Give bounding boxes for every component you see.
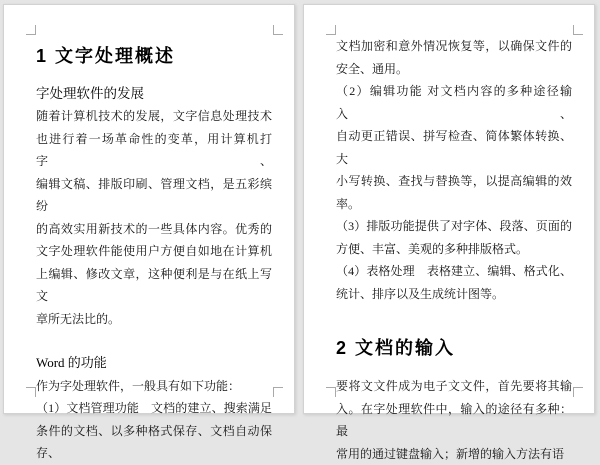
page-2-text-area[interactable] [336,35,572,389]
text-line: 作为字处理软件，一般具有如下功能： [36,375,272,398]
text-line: 编辑文稿、排版印刷、管理文档，是五彩缤纷 [36,173,272,218]
text-line: 随着计算机技术的发展，文字信息处理技术 [36,105,272,128]
body-paragraph [336,260,572,305]
text-line: 要将文文件成为电子文文件，首先要将其输 [336,375,572,398]
crop-mark-bottom-left [326,387,336,397]
document-page-1[interactable] [3,4,295,414]
text-line: 小写转换、查找与替换等，以提高编辑的效率。 [336,170,572,215]
crop-mark-top-right [573,25,583,35]
heading-1: 1 文字处理概述 [36,43,272,69]
text-line: 也进行着一场革命性的变革，用计算机打字、 [36,128,272,173]
text-line: 常用的通过键盘输入；新增的输入方法有语 [336,443,572,465]
crop-mark-bottom-left [26,387,36,397]
crop-mark-bottom-right [573,387,583,397]
text-line: 方便、丰富、美观的多种排版格式。 [336,238,572,261]
text-line: 安全、通用。 [336,58,572,81]
crop-mark-top-left [326,25,336,35]
text-line: （4）表格处理 表格建立、编辑、格式化、 [336,260,572,283]
text-line: 统计、排序以及生成统计图等。 [336,283,572,306]
text-line: 条件的文档、以多种格式保存、文档自动保存、 [36,420,272,465]
crop-mark-bottom-right [273,387,283,397]
document-page-2[interactable] [303,4,595,414]
body-paragraph [336,80,572,215]
body-paragraph [336,375,572,465]
text-line: 的高效实用新技术的一些具体内容。优秀的 [36,218,272,241]
heading-1: 2 文档的输入 [336,335,572,361]
sub-heading: Word 的功能 [36,352,272,375]
crop-mark-top-right [273,25,283,35]
text-line: 文字处理软件能使用户方便自如地在计算机 [36,240,272,263]
sub-heading: 字处理软件的发展 [36,83,272,105]
text-line: 章所无法比的。 [36,308,272,331]
body-paragraph [36,375,272,398]
body-paragraph [36,397,272,465]
body-paragraph [336,215,572,260]
body-paragraph [36,105,272,330]
text-line: （2）编辑功能 对文档内容的多种途径输入、 [336,80,572,125]
text-line: （1）文档管理功能 文档的建立、搜索满足 [36,397,272,420]
text-line: （3）排版功能提供了对字体、段落、页面的 [336,215,572,238]
text-line: 入。在字处理软件中，输入的途径有多种：最 [336,398,572,443]
page-1-text-area[interactable] [36,35,272,389]
text-line: 文档加密和意外情况恢复等，以确保文件的 [336,35,572,58]
text-line: 上编辑、修改文章，这种便利是与在纸上写文 [36,263,272,308]
body-paragraph [336,35,572,80]
paragraph-spacer [36,330,272,352]
text-line: 自动更正错误、拼写检查、简体繁体转换、大 [336,125,572,170]
crop-mark-top-left [26,25,36,35]
